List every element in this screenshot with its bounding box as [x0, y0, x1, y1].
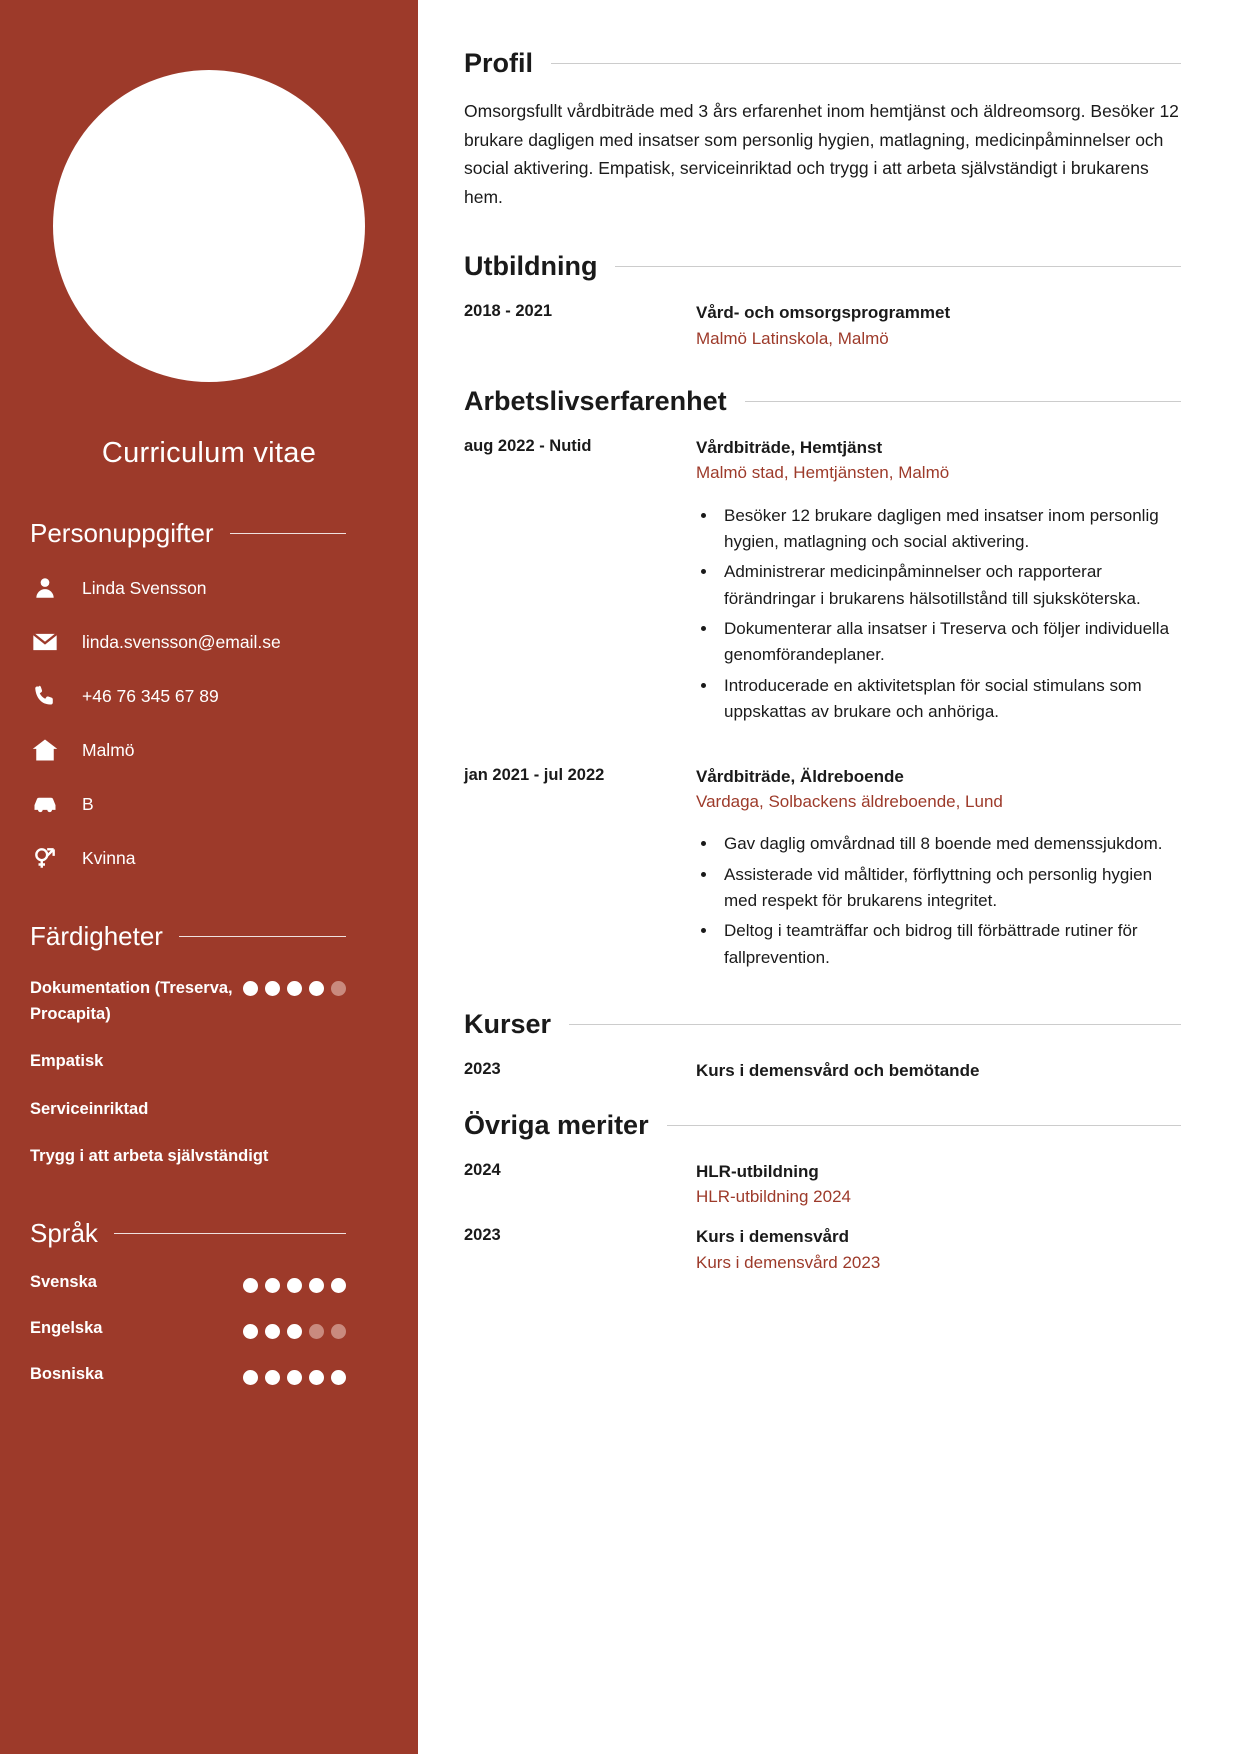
heading-rule: [615, 266, 1181, 267]
language-label: Svenska: [30, 1273, 97, 1292]
language-rating: [243, 1324, 346, 1339]
skill-label: Serviceinriktad: [30, 1099, 149, 1118]
heading-rule: [551, 63, 1181, 64]
bullet-item: • Introducerade en aktivitetsplan för social stimulans som uppskattas av brukare och anhöriga.: [718, 673, 1181, 726]
gender-icon: [30, 845, 60, 871]
heading-rule: [114, 1233, 346, 1234]
entry-bullets: [718, 503, 1181, 726]
person-icon: [30, 575, 60, 601]
cv-title: Curriculum vitae: [101, 437, 317, 469]
contact-item-phone: [30, 681, 418, 711]
entry-date: 2024: [464, 1160, 501, 1179]
course-item: [464, 1058, 1181, 1084]
entry-date: aug 2022 - Nutid: [464, 436, 592, 455]
entry-body: [696, 1224, 1181, 1276]
entry-body: [696, 300, 1181, 352]
contact-item-gender: [30, 843, 418, 873]
entry-date: 2023: [464, 1060, 501, 1079]
contact-value: Kvinna: [82, 847, 136, 868]
skills-heading-label: Färdigheter: [30, 921, 163, 951]
languages-list: [30, 1273, 346, 1385]
language-rating: [243, 1370, 346, 1385]
education-heading: [464, 251, 1181, 282]
contact-item-email: [30, 627, 418, 657]
entry-org: Kurs i demensvård 2023: [696, 1252, 881, 1272]
skills-list: [30, 976, 346, 1170]
entry-body: [696, 1159, 1181, 1211]
profile-text: Omsorgsfullt vårdbiträde med 3 års erfarenhet inom hemtjänst och äldreomsorg. Besöker 12 brukare dagligen med insatser som personlig hygien, matlagning, medicinpåminnelser och social aktivering. Empatisk, serviceinriktad och trygg i att arbeta självständigt i brukarens hem.: [464, 101, 1179, 207]
skill-item: [30, 1049, 346, 1075]
other-merits-heading-label: Övriga meriter: [464, 1109, 649, 1140]
entry-org: Malmö stad, Hemtjänsten, Malmö: [696, 463, 950, 483]
experience-item: [464, 435, 1181, 730]
contact-value: Malmö: [82, 739, 135, 760]
contact-value: linda.svensson@email.se: [82, 631, 281, 652]
contact-value: +46 76 345 67 89: [82, 685, 219, 706]
avatar: [53, 70, 365, 382]
heading-rule: [230, 533, 346, 534]
entry-body: [696, 764, 1181, 976]
entry-bullets: [718, 831, 1181, 971]
section-experience: [464, 386, 1181, 975]
heading-rule: [569, 1024, 1181, 1025]
other-merit-item: [464, 1159, 1181, 1211]
experience-heading-label: Arbetslivserfarenhet: [464, 385, 727, 416]
entry-role: Vårdbiträde, Äldreboende: [696, 766, 904, 786]
phone-icon: [30, 683, 60, 709]
entry-date: 2023: [464, 1226, 501, 1245]
skill-rating: [243, 981, 346, 996]
entry-role: Vårdbiträde, Hemtjänst: [696, 437, 883, 457]
bullet-item: • Deltog i teamträffar och bidrog till förbättrade rutiner för fallprevention.: [718, 918, 1181, 971]
contact-item-city: [30, 735, 418, 765]
entry-org: HLR-utbildning 2024: [696, 1187, 851, 1207]
entry-body: [696, 1058, 1181, 1084]
bullet-item: • Administrerar medicinpåminnelser och rapporterar förändringar i brukarens hälsotillstånd till sjuksköterska.: [718, 559, 1181, 612]
contact-item-name: [30, 573, 418, 603]
avatar-wrap: [0, 0, 418, 382]
main-content: [418, 0, 1241, 1754]
languages-heading: [30, 1218, 418, 1249]
entry-date: 2018 - 2021: [464, 302, 553, 321]
language-label: Bosniska: [30, 1365, 104, 1384]
language-item: [30, 1365, 346, 1385]
courses-heading: [464, 1009, 1181, 1040]
entry-date: jan 2021 - jul 2022: [464, 765, 605, 784]
contact-value: B: [82, 793, 94, 814]
entry-org: Vardaga, Solbackens äldreboende, Lund: [696, 792, 1003, 811]
personal-details-heading: [30, 518, 418, 549]
section-other-merits: [464, 1110, 1181, 1277]
skill-label: Dokumentation (Treserva, Procapita): [30, 979, 233, 1023]
contact-item-license: [30, 789, 418, 819]
entry-role: Kurs i demensvård och bemötande: [696, 1061, 980, 1081]
skill-label: Trygg i att arbeta självständigt: [30, 1147, 269, 1166]
bullet-item: • Besöker 12 brukare dagligen med insatser inom personlig hygien, matlagning och social aktivering.: [718, 503, 1181, 556]
other-merits-heading: [464, 1110, 1181, 1141]
personal-details-heading-label: Personuppgifter: [30, 518, 214, 548]
profile-heading: [464, 48, 1181, 79]
heading-rule: [745, 401, 1181, 402]
car-icon: [30, 790, 60, 818]
language-item: [30, 1273, 346, 1293]
language-label: Engelska: [30, 1319, 103, 1338]
section-profile: [464, 48, 1181, 211]
contact-value: Linda Svensson: [82, 577, 207, 598]
entry-org: Malmö Latinskola, Malmö: [696, 328, 889, 348]
skill-item: [30, 976, 346, 1027]
entry-role: Kurs i demensvård: [696, 1227, 850, 1247]
bullet-item: • Dokumenterar alla insatser i Treserva och följer individuella genomförandeplaner.: [718, 616, 1181, 669]
entry-role: Vård- och omsorgsprogrammet: [696, 303, 951, 323]
experience-heading: [464, 386, 1181, 417]
entry-role: HLR-utbildning: [696, 1161, 819, 1181]
courses-heading-label: Kurser: [464, 1009, 552, 1040]
entry-body: [696, 435, 1181, 730]
experience-item: [464, 764, 1181, 976]
home-icon: [30, 736, 60, 764]
section-courses: [464, 1009, 1181, 1084]
sidebar: [0, 0, 418, 1754]
other-merit-item: [464, 1224, 1181, 1276]
skill-item: [30, 1097, 346, 1123]
education-heading-label: Utbildning: [464, 251, 598, 282]
heading-rule: [179, 936, 346, 937]
skill-label: Empatisk: [30, 1052, 104, 1071]
languages-heading-label: Språk: [30, 1217, 98, 1248]
profile-heading-label: Profil: [464, 48, 534, 78]
language-item: [30, 1319, 346, 1339]
education-item: [464, 300, 1181, 352]
bullet-item: • Assisterade vid måltider, förflyttning och personlig hygien med respekt för brukarens integritet.: [718, 862, 1181, 915]
heading-rule: [667, 1125, 1181, 1126]
section-education: [464, 251, 1181, 352]
skill-item: [30, 1144, 346, 1170]
skills-heading: [30, 921, 418, 952]
contact-list: [30, 573, 418, 873]
bullet-item: • Gav daglig omvårdnad till 8 boende med demenssjukdom.: [718, 831, 1181, 857]
envelope-icon: [30, 628, 60, 656]
language-rating: [243, 1278, 346, 1293]
